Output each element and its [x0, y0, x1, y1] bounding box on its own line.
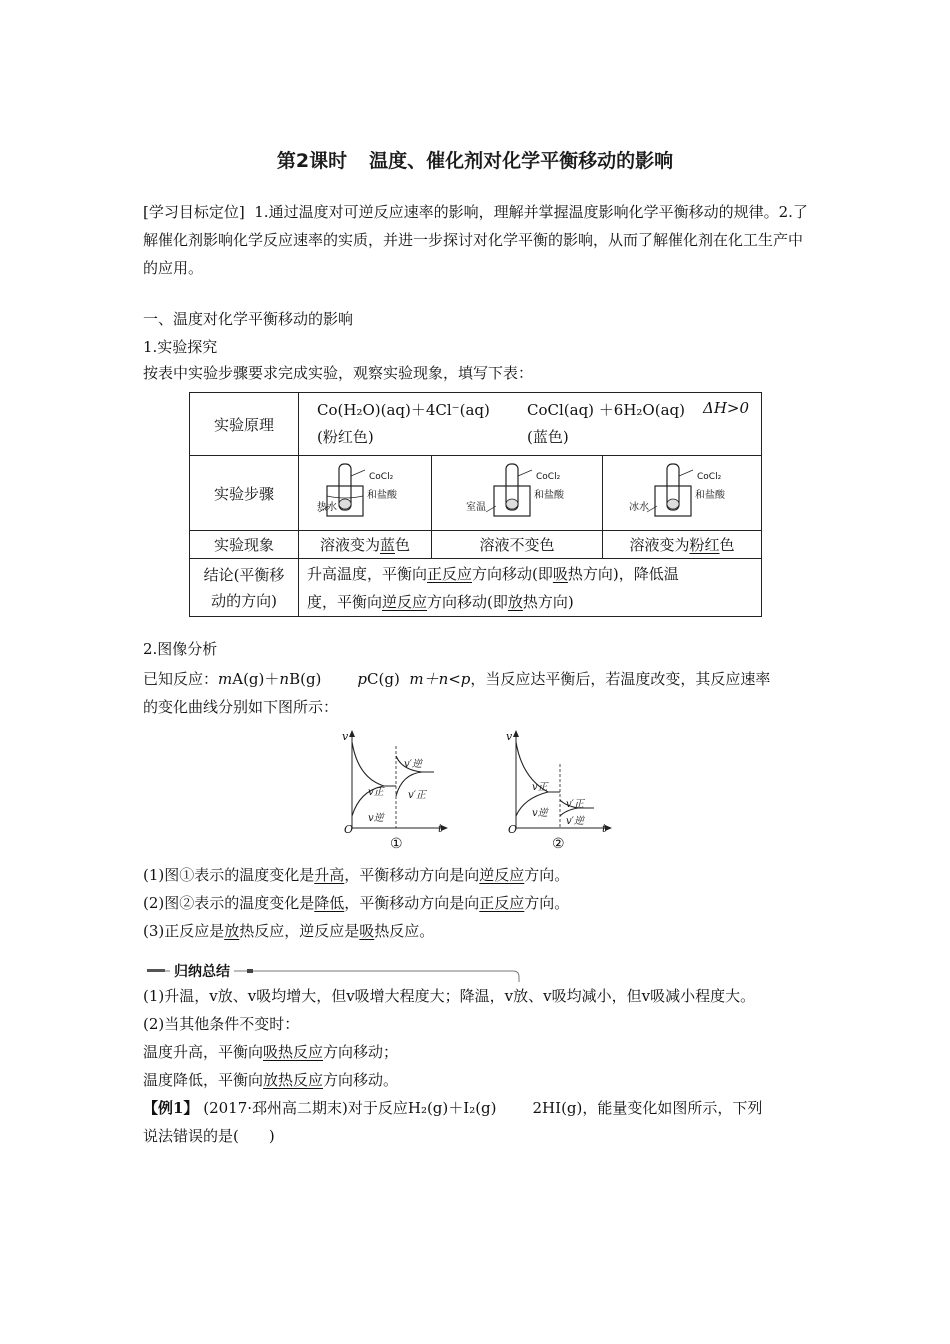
answer-1: (1)图①表示的温度变化是升高，平衡移动方向是向逆反应方向。: [143, 866, 570, 884]
g2-v-zheng: v正: [532, 782, 548, 793]
known-reaction-cont: 的变化曲线分别如下图所示：: [143, 698, 339, 716]
reagent-hot-2: 和盐酸: [367, 490, 397, 501]
g1-axis-o: O: [344, 823, 354, 836]
conclusion-cell: 升高温度，平衡向正反应方向移动(即吸热方向)，降低温 度，平衡向逆反应方向移动(即放热方向): [299, 559, 762, 617]
phenomenon-room: 溶液不变色: [432, 531, 603, 559]
g2-axis-v: v: [506, 730, 513, 743]
graph-2-label: ②: [552, 836, 565, 852]
principle-cell: [299, 393, 762, 456]
answer-2: (2)图②表示的温度变化是降低，平衡移动方向是向正反应方向。: [143, 894, 570, 912]
experiment-table: [189, 392, 762, 617]
table-row-principle: [190, 393, 762, 456]
reagent-room-1: CoCl₂: [536, 472, 561, 482]
reagent-ice-1: CoCl₂: [697, 472, 722, 482]
g2-axis-t: t: [602, 822, 607, 835]
summary-line-2: (2)当其他条件不变时：: [143, 1015, 300, 1033]
bath-room: 室温: [466, 502, 486, 513]
summary-label: 归纳总结: [170, 961, 234, 981]
summary-line-4: 温度降低，平衡向放热反应方向移动。: [143, 1071, 399, 1089]
summary-line-3: 温度升高，平衡向吸热反应方向移动；: [143, 1043, 399, 1061]
step-room: [432, 456, 603, 531]
phenomenon-label: 实验现象: [190, 531, 299, 559]
g1-axis-t: t: [438, 822, 443, 835]
reagent-room-2: 和盐酸: [534, 490, 564, 501]
g1-axis-v: v: [342, 730, 349, 743]
principle-dh: ΔH>0: [703, 399, 750, 417]
reagent-ice-2: 和盐酸: [695, 490, 725, 501]
objectives-text: 1.通过温度对可逆反应速率的影响，理解并掌握温度影响化学平衡移动的规律。2.了解催化剂影响化学反应速率的实质，并进一步探讨对化学平衡的影响，从而了解催化剂在化工生产中的应用。: [143, 203, 808, 277]
g1-vp-ni: v′逆: [404, 759, 422, 770]
section1-sub1: 1.实验探究: [143, 338, 218, 356]
example-label: 【例1】: [143, 1099, 199, 1117]
phenomenon-ice: 溶液变为粉红色: [603, 531, 762, 559]
g1-v-ni: v逆: [368, 813, 384, 824]
section1-heading: 一、温度对化学平衡移动的影响: [143, 310, 354, 328]
g1-v-zheng: v正: [368, 787, 384, 798]
table-row-conclusion: [190, 559, 762, 617]
phenomenon-hot: 溶液变为蓝色: [299, 531, 432, 559]
objectives-label: [学习目标定位]: [143, 203, 245, 221]
g2-v-ni: v逆: [532, 808, 548, 819]
bath-ice: 冰水: [629, 502, 649, 513]
g2-vp-ni: v′逆: [566, 816, 584, 827]
principle-label: 实验原理: [190, 393, 299, 456]
color-pink: (粉红色): [317, 428, 374, 446]
color-blue: (蓝色): [527, 428, 569, 446]
g1-vp-zheng: v′正: [408, 790, 426, 801]
section2-heading: 2.图像分析: [143, 640, 218, 658]
beaker-ice-icon: [603, 456, 759, 526]
answer-3: (3)正反应是放热反应，逆反应是吸热反应。: [143, 922, 435, 940]
learning-objectives: [143, 198, 811, 282]
example-1: 【例1】 (2017·邳州高二期末)对于反应H₂(g)＋I₂(g) 2HI(g)，能量变化如图所示，下列: [143, 1099, 763, 1117]
step-ice: [603, 456, 762, 531]
conclusion-label: 结论(平衡移 动的方向): [190, 559, 299, 617]
reagent-hot-1: CoCl₂: [369, 472, 394, 482]
bath-hot: 热水: [317, 502, 337, 513]
beaker-hot-icon: [299, 456, 431, 526]
g2-axis-o: O: [508, 823, 518, 836]
known-reaction: 已知反应：mA(g)＋nB(g) pC(g) m＋n<p，当反应达平衡后，若温度改变，其反应速率: [143, 670, 771, 688]
section1-intro: 按表中实验步骤要求完成实验，观察实验现象，填写下表：: [143, 364, 534, 382]
table-row-steps: [190, 456, 762, 531]
table-row-phenomenon: [190, 531, 762, 559]
g2-vp-zheng: v′正: [566, 799, 584, 810]
page-title: 第2课时 温度、催化剂对化学平衡移动的影响: [276, 150, 674, 172]
example-1-cont: 说法错误的是( ): [143, 1127, 275, 1145]
steps-label: 实验步骤: [190, 456, 299, 531]
graph-1-label: ①: [390, 836, 403, 852]
beaker-room-icon: [432, 456, 602, 526]
step-hot: [299, 456, 432, 531]
summary-line-1: (1)升温，v放、v吸均增大，但v吸增大程度大；降温，v放、v吸均减小，但v吸减小程度大。: [143, 987, 756, 1005]
principle-right: CoCl(aq) ＋6H₂O(aq): [527, 401, 685, 419]
principle-left: Co(H₂O)(aq)＋4Cl⁻(aq): [317, 401, 490, 419]
